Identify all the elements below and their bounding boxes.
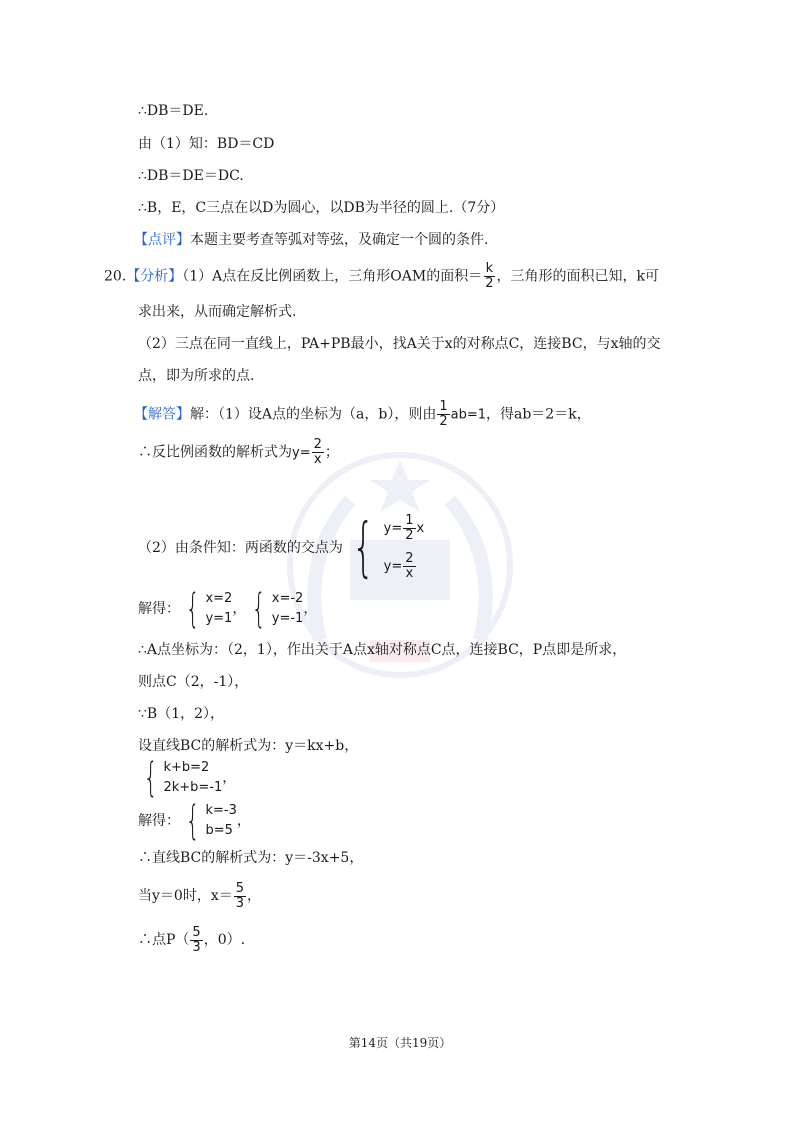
text-line-2: 由（1）知：BD＝CD	[138, 136, 275, 152]
line-11-text: ∴反比例函数的解析式为	[138, 444, 292, 461]
inverse-function-line	[138, 438, 339, 467]
separator-2: ，	[303, 601, 318, 617]
text-line-4: ∴B，E，C三点在以D为圆心，以DB为半径的圆上.（7分）	[138, 200, 505, 216]
solution-line-1	[138, 588, 317, 630]
comment-text: 本题主要考查等弧对等弦，及确定一个圆的条件.	[190, 232, 489, 248]
text-line-16: ∵B（1，2），	[138, 706, 225, 722]
solution-pair-2: { x=-2 y=-1	[252, 586, 304, 632]
solution-pair-1: { x=2 y=1	[185, 586, 233, 632]
analysis-line	[104, 262, 659, 291]
fraction-5-over-3-b: $\frac{5}{3}$	[192, 924, 201, 955]
text-line-9: 点，即为所求的点.	[138, 368, 255, 384]
text-line-17: 设直线BC的解析式为：y＝kx+b，	[138, 738, 359, 754]
comment-tag: 【点评】	[134, 232, 190, 248]
solution-line-2	[138, 800, 251, 842]
text-line-20: ∴直线BC的解析式为：y＝-3x+5，	[138, 850, 364, 866]
answer-text-a: 解：（1）设A点的坐标为（a，b），则由	[190, 406, 437, 423]
system-2-line	[138, 756, 236, 800]
analysis-tag: 【分析】	[126, 268, 183, 285]
line-19-text: 解得：	[138, 813, 180, 829]
line-13-text: 解得：	[138, 601, 180, 617]
line-21-text: 当y＝0时，x＝	[138, 888, 233, 904]
answer-text-b: ab=1	[450, 407, 486, 423]
intersection-line	[138, 510, 424, 586]
text-line-15: 则点C（2，-1），	[138, 674, 249, 690]
text-line-3: ∴DB＝DE＝DC.	[138, 168, 244, 184]
comment-line	[134, 230, 488, 250]
analysis-text-a: （1）A点在反比例函数上，三角形OAM的面积＝	[182, 268, 483, 285]
equation-system-2: { k+b=2 2k+b=-1	[143, 755, 223, 801]
fraction-5-over-3-a: $\frac{5}{3}$	[235, 880, 244, 911]
line-11-end: ；	[324, 444, 339, 461]
answer-line	[134, 400, 591, 429]
solution-3-comma: ，	[236, 813, 251, 829]
solution-pair-3: { k=-3 b=5	[185, 798, 237, 844]
y-equals: y=	[292, 445, 311, 461]
answer-text-c: ，得ab＝2＝k，	[486, 406, 591, 423]
analysis-text-b: ，三角形的面积已知，k可	[496, 268, 659, 285]
separator: ，	[232, 601, 247, 617]
fraction-k-over-2: $\frac{k}{2}$	[485, 261, 494, 291]
line-21-end: ，	[247, 888, 261, 904]
system-2-comma: ，	[222, 770, 237, 786]
line-22-text: ∴点P（	[138, 932, 190, 948]
answer-tag: 【解答】	[134, 406, 190, 423]
fraction-1-over-2: $\frac{1}{2}$	[439, 399, 448, 429]
equation-system-1: { y= $\frac{1}{2}$ x y= $\frac{2}{x}$	[352, 511, 425, 585]
line-12-text: （2）由条件知：两函数的交点为	[138, 540, 343, 556]
text-line-14: ∴A点坐标为：（2，1），作出关于A点x轴对称点C点，连接BC，P点即是所求，	[138, 642, 627, 658]
fraction-2-over-x: $\frac{2}{x}$	[313, 437, 322, 467]
point-p-line	[138, 920, 245, 960]
page-footer: 第14页（共19页）	[348, 1036, 452, 1050]
line-22-end: ，0）.	[203, 932, 246, 948]
question-number: 20.	[104, 268, 127, 285]
x-value-line	[138, 876, 261, 916]
text-line-1: ∴DB＝DE.	[138, 103, 209, 119]
text-line-8: （2）三点在同一直线上，PA+PB最小，找A关于x的对称点C，连接BC，与x轴的交	[138, 336, 661, 352]
text-line-7: 求出来，从而确定解析式.	[138, 304, 297, 320]
